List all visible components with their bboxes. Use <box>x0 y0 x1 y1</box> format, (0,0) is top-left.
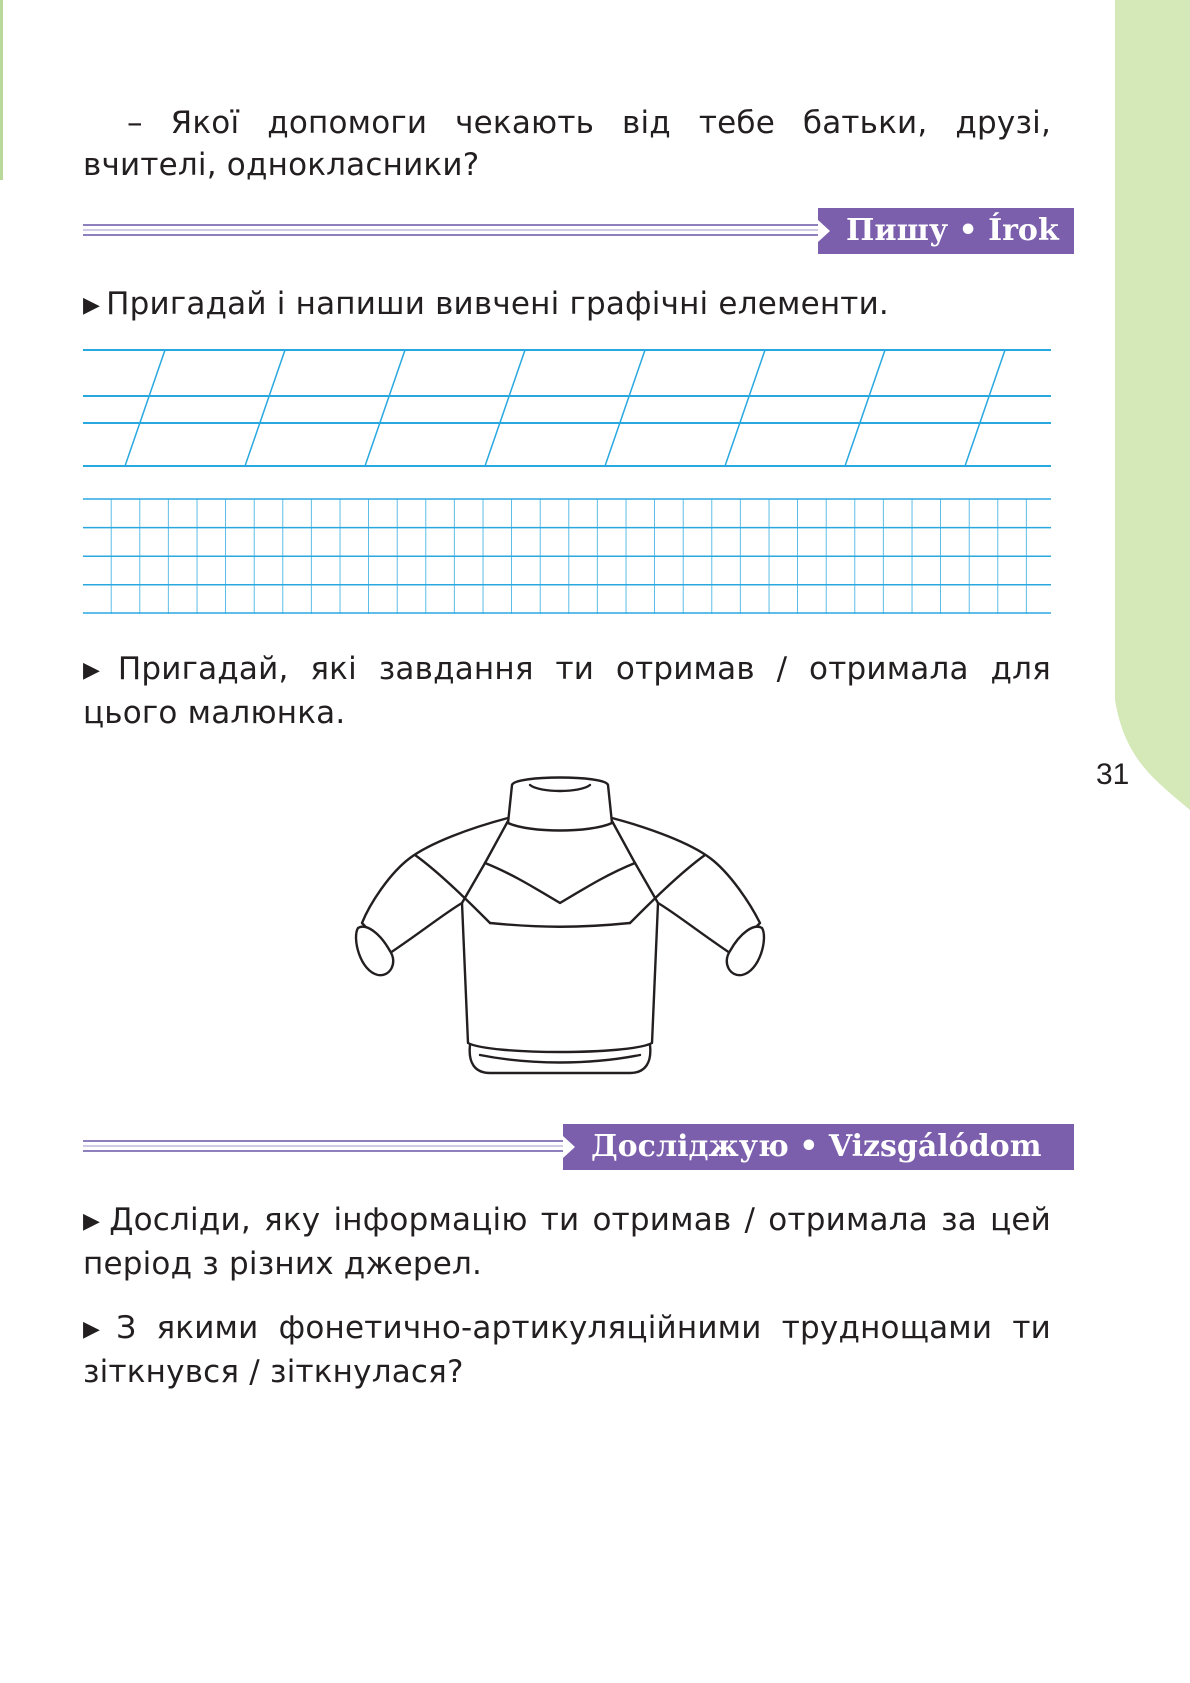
task-difficulties-text: З якими фонетично-артикуляційними труднощами ти зіткнувся / зіткнулася? <box>83 1310 1051 1390</box>
task-difficulties <box>83 1307 1051 1393</box>
triangle-right-icon: ▶ <box>83 1209 104 1234</box>
section-badge-write: Пишу • Írok <box>818 208 1074 254</box>
section-badge-research: Досліджую • Vizsgálódom <box>563 1124 1074 1170</box>
task-information <box>83 1199 1051 1285</box>
triangle-right-icon: ▶ <box>83 658 112 683</box>
handwriting-ruling[interactable] <box>83 346 1051 470</box>
section-divider-research <box>83 1140 563 1152</box>
task-graphic-elements-text: Пригадай і напиши вивчені графічні елементи. <box>106 286 889 322</box>
task-drawing <box>83 648 1051 734</box>
squared-grid[interactable] <box>83 497 1051 617</box>
page-number: 31 <box>1096 758 1130 791</box>
task-information-text: Досліди, яку інформацію ти отримав / отримала за цей період з різних джерел. <box>83 1202 1051 1282</box>
section-divider-write <box>83 224 823 236</box>
triangle-right-icon: ▶ <box>83 293 101 318</box>
task-drawing-text: Пригадай, які завдання ти отримав / отримала для цього малюнка. <box>83 651 1051 731</box>
left-edge-mark <box>0 0 3 180</box>
task-graphic-elements <box>83 283 1051 327</box>
sweater-icon <box>350 773 780 1088</box>
triangle-right-icon: ▶ <box>83 1317 111 1342</box>
intro-question: – Якої допомоги чекають від тебе батьки, друзі, вчителі, однокласники? <box>83 105 1051 183</box>
side-tab <box>1115 0 1190 810</box>
